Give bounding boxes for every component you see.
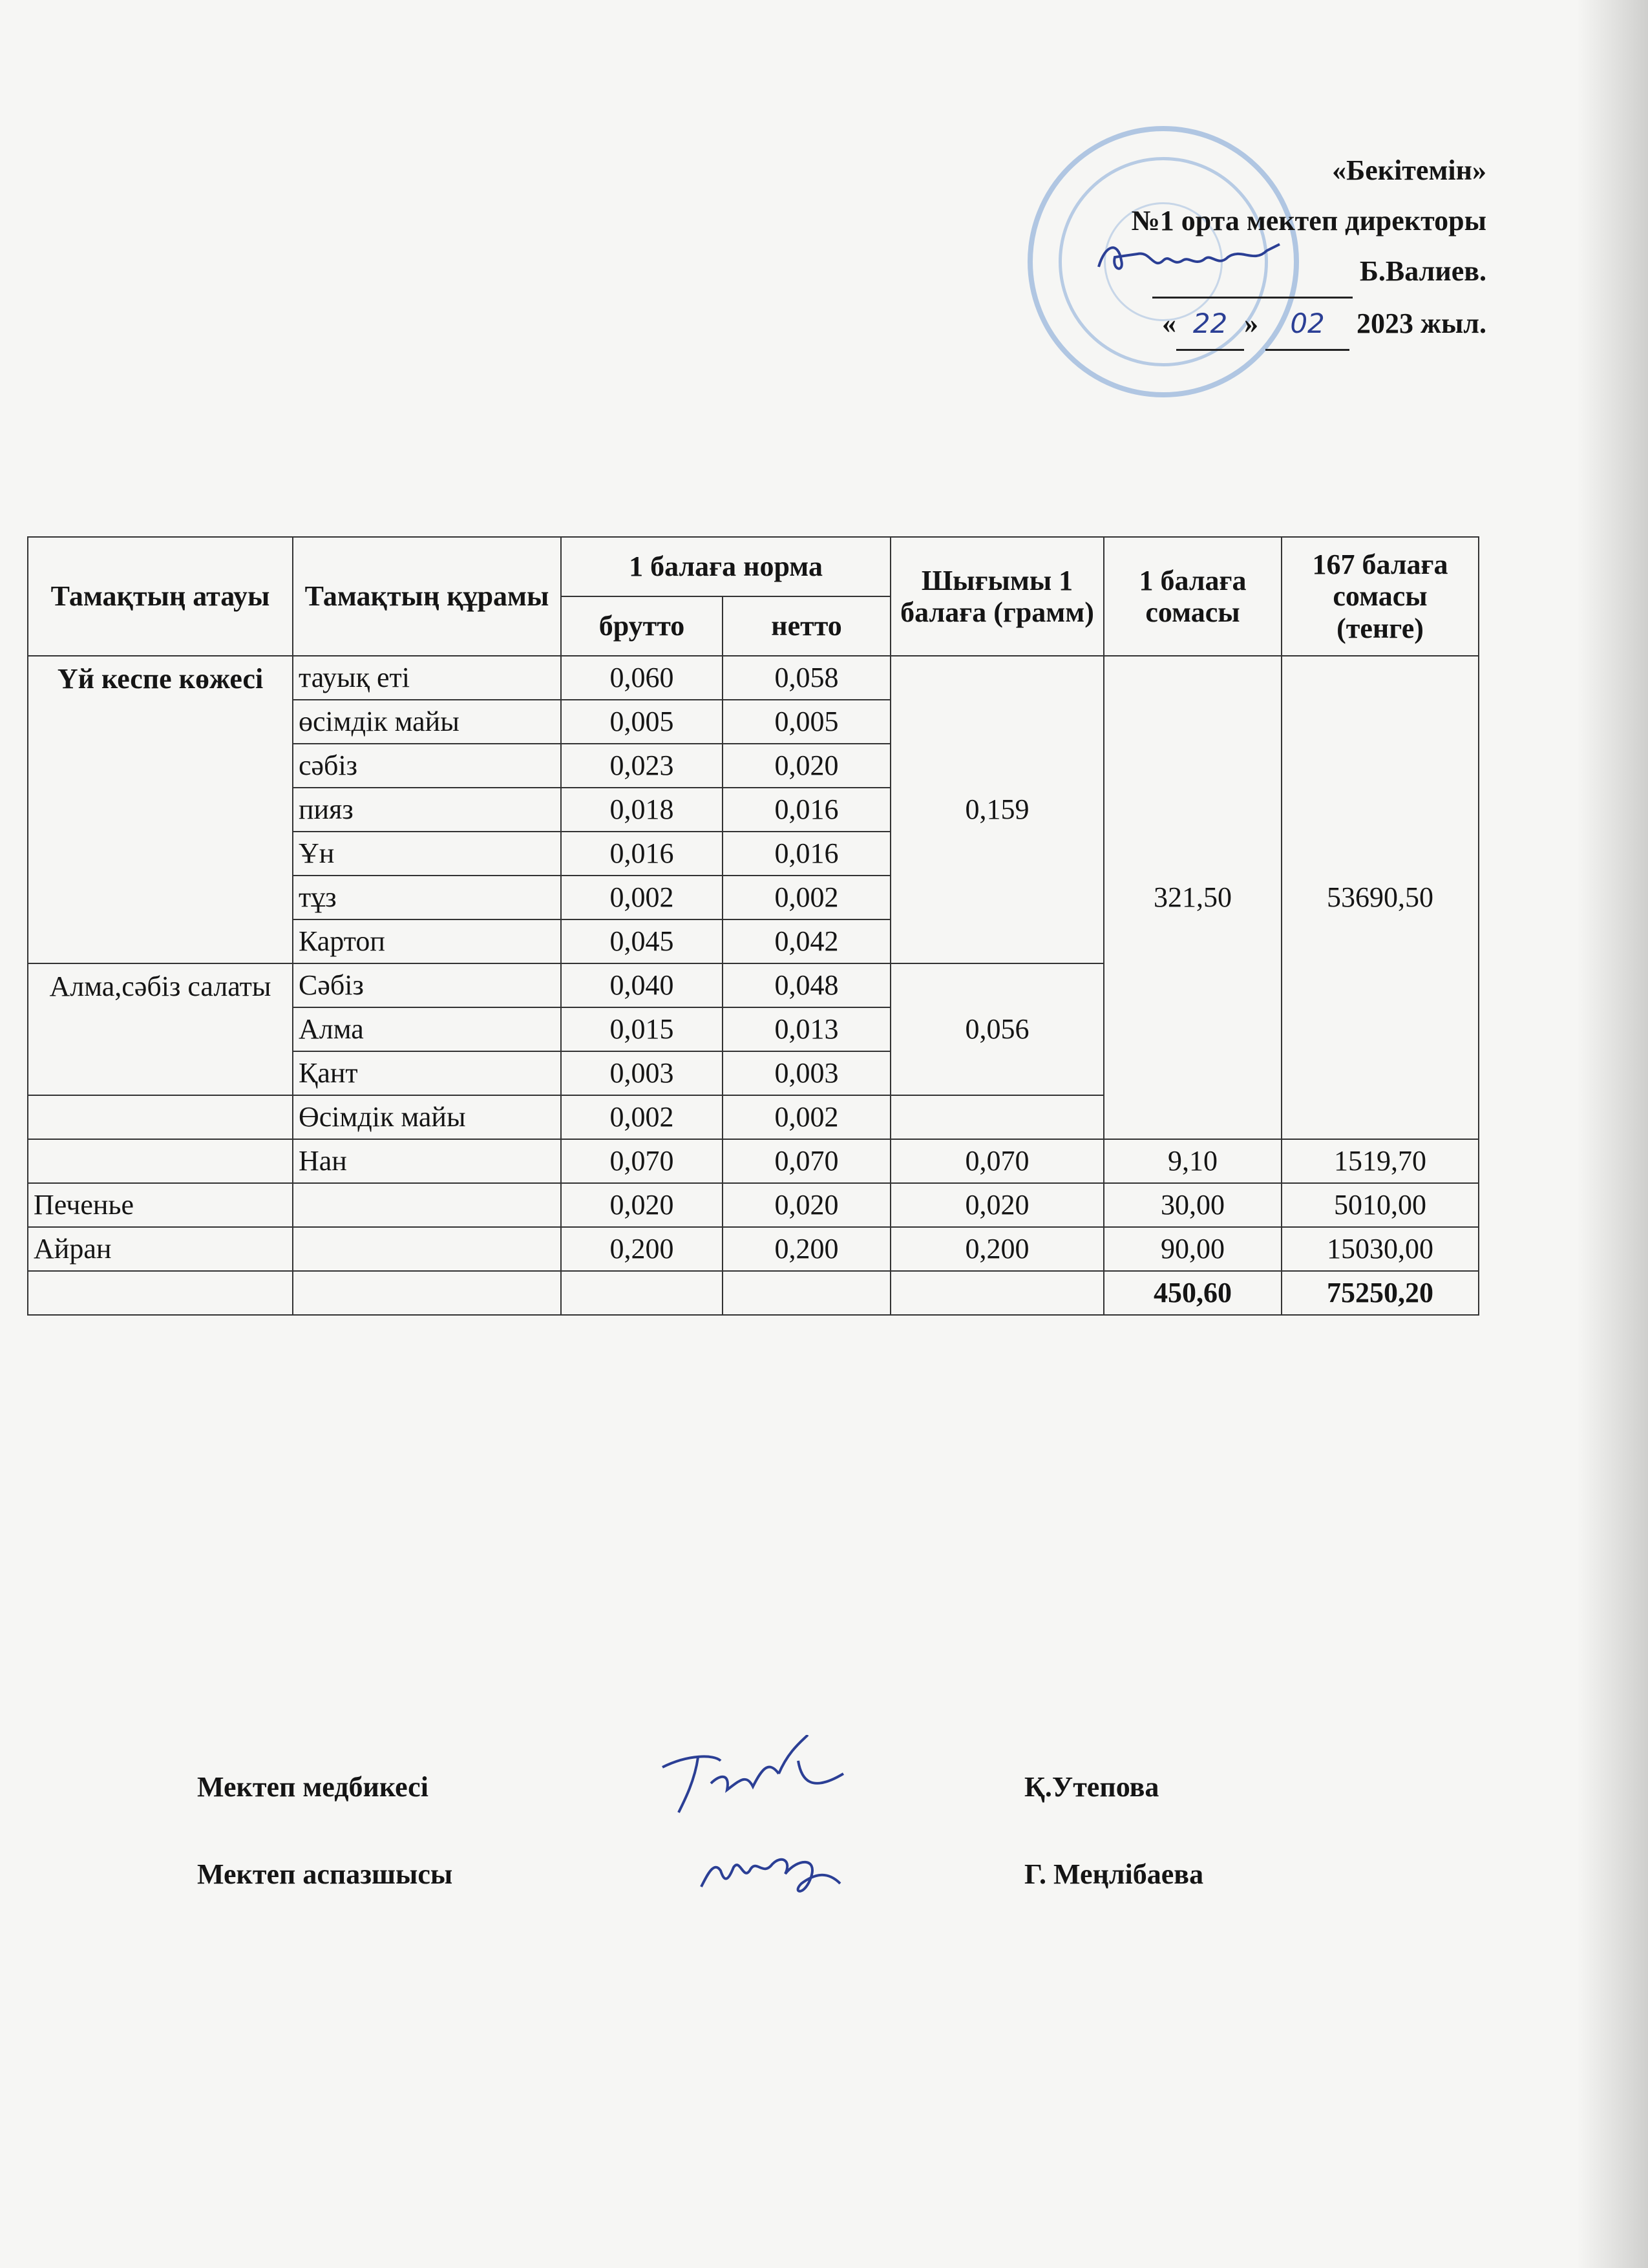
netto-value: 0,013	[723, 1007, 891, 1051]
brutto-value: 0,060	[561, 656, 723, 700]
director-name: Б.Валиев.	[1359, 255, 1486, 287]
ingredient: Ұн	[293, 832, 561, 876]
sum-all-value: 53690,50	[1282, 656, 1479, 1139]
empty-cell	[561, 1271, 723, 1315]
date-quote-close: »	[1244, 308, 1259, 339]
date-year: 2023 жыл.	[1357, 308, 1486, 339]
table-row	[28, 1227, 1479, 1271]
brutto-value: 0,045	[561, 919, 723, 963]
empty-cell	[891, 1271, 1104, 1315]
header-sum-one: 1 балаға сомасы	[1104, 537, 1282, 656]
brutto-value: 0,020	[561, 1183, 723, 1227]
netto-value: 0,020	[723, 1183, 891, 1227]
sum-one-value: 30,00	[1104, 1183, 1282, 1227]
brutto-value: 0,040	[561, 963, 723, 1007]
netto-value: 0,048	[723, 963, 891, 1007]
netto-value: 0,020	[723, 744, 891, 788]
date-day: 22	[1176, 299, 1244, 351]
dish-name	[28, 1139, 293, 1183]
signature-role: Мектеп медбикесі	[197, 1771, 428, 1803]
output-value: 0,056	[891, 963, 1104, 1095]
ingredient: Картоп	[293, 919, 561, 963]
ingredient: пияз	[293, 788, 561, 832]
menu-table	[27, 536, 1479, 1316]
brutto-value: 0,023	[561, 744, 723, 788]
empty-cell	[28, 1095, 293, 1139]
empty-cell	[28, 1271, 293, 1315]
ingredient: Қант	[293, 1051, 561, 1095]
header-name: Тамақтың атауы	[28, 537, 293, 656]
sum-all-value: 1519,70	[1282, 1139, 1479, 1183]
sum-one-value: 9,10	[1104, 1139, 1282, 1183]
brutto-value: 0,016	[561, 832, 723, 876]
signature-name: Г. Меңлібаева	[1024, 1858, 1204, 1890]
header-output: Шығымы 1 балаға (грамм)	[891, 537, 1104, 656]
ingredient: Өсімдік майы	[293, 1095, 561, 1139]
output-value: 0,159	[891, 656, 1104, 963]
empty-cell	[891, 1095, 1104, 1139]
ingredient: тауық еті	[293, 656, 561, 700]
brutto-value: 0,003	[561, 1051, 723, 1095]
netto-value: 0,003	[723, 1051, 891, 1095]
netto-value: 0,016	[723, 788, 891, 832]
header-sum-all: 167 балаға сомасы (тенге)	[1282, 537, 1479, 656]
approval-title: «Бекітемін»	[1332, 154, 1486, 186]
output-value: 0,200	[891, 1227, 1104, 1271]
cook-signature-icon	[688, 1822, 902, 1906]
ingredient: Алма	[293, 1007, 561, 1051]
netto-value: 0,002	[723, 1095, 891, 1139]
header-composition: Тамақтың құрамы	[293, 537, 561, 656]
signature-name: Қ.Утепова	[1024, 1771, 1159, 1803]
nurse-signature-icon	[650, 1735, 863, 1819]
brutto-value: 0,015	[561, 1007, 723, 1051]
empty-cell	[723, 1271, 891, 1315]
netto-value: 0,200	[723, 1227, 891, 1271]
sum-all-value: 5010,00	[1282, 1183, 1479, 1227]
netto-value: 0,042	[723, 919, 891, 963]
brutto-value: 0,002	[561, 876, 723, 919]
netto-value: 0,005	[723, 700, 891, 744]
table-row	[28, 1139, 1479, 1183]
brutto-value: 0,002	[561, 1095, 723, 1139]
dish-name: Айран	[28, 1227, 293, 1271]
signature-row-cook	[197, 1858, 1296, 1945]
dish-name: Алма,сәбіз салаты	[28, 963, 293, 1095]
ingredient: өсімдік майы	[293, 700, 561, 744]
brutto-value: 0,018	[561, 788, 723, 832]
date-month: 02	[1265, 299, 1349, 351]
netto-value: 0,016	[723, 832, 891, 876]
header-brutto: брутто	[561, 596, 723, 656]
page-edge-shadow	[1577, 0, 1648, 2268]
sum-all-value: 15030,00	[1282, 1227, 1479, 1271]
approval-position: №1 орта мектеп директоры	[1131, 205, 1486, 236]
signature-role: Мектеп аспазшысы	[197, 1858, 453, 1890]
ingredient: тұз	[293, 876, 561, 919]
approval-date	[969, 299, 1486, 351]
header-norm: 1 балаға норма	[561, 537, 891, 596]
total-sum-one: 450,60	[1104, 1271, 1282, 1315]
netto-value: 0,002	[723, 876, 891, 919]
ingredient	[293, 1183, 561, 1227]
output-value: 0,020	[891, 1183, 1104, 1227]
output-value: 0,070	[891, 1139, 1104, 1183]
header-netto: нетто	[723, 596, 891, 656]
date-quote-open: «	[1162, 308, 1177, 339]
ingredient: Сәбіз	[293, 963, 561, 1007]
table-total-row	[28, 1271, 1479, 1315]
dish-name: Печенье	[28, 1183, 293, 1227]
table-header-row	[28, 537, 1479, 596]
table-row	[28, 656, 1479, 700]
table-row	[28, 1183, 1479, 1227]
netto-value: 0,058	[723, 656, 891, 700]
empty-cell	[293, 1271, 561, 1315]
brutto-value: 0,200	[561, 1227, 723, 1271]
total-sum-all: 75250,20	[1282, 1271, 1479, 1315]
brutto-value: 0,070	[561, 1139, 723, 1183]
dish-name: Үй кеспе көжесі	[28, 656, 293, 963]
director-signature-icon	[1092, 231, 1286, 283]
signatures-block	[197, 1770, 1296, 1945]
sum-one-value: 90,00	[1104, 1227, 1282, 1271]
brutto-value: 0,005	[561, 700, 723, 744]
netto-value: 0,070	[723, 1139, 891, 1183]
sum-one-value: 321,50	[1104, 656, 1282, 1139]
ingredient	[293, 1227, 561, 1271]
ingredient: сәбіз	[293, 744, 561, 788]
ingredient: Нан	[293, 1139, 561, 1183]
